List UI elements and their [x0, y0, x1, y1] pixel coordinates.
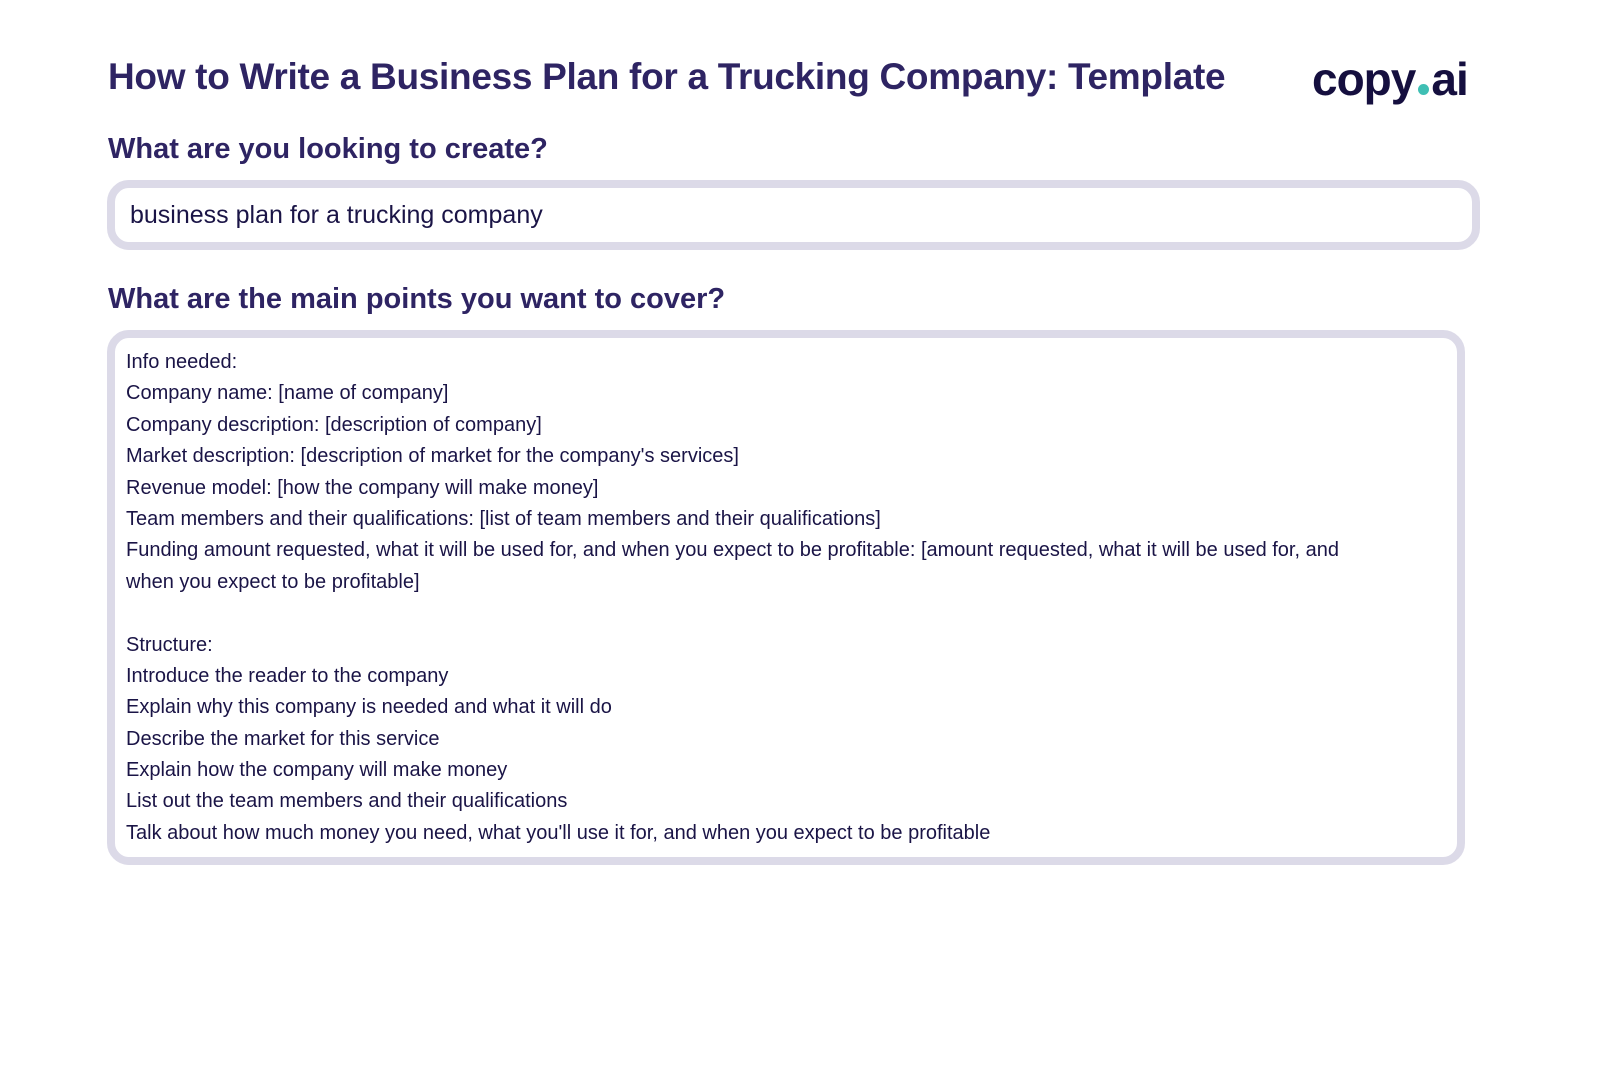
logo-text-right: ai [1431, 53, 1468, 105]
text-line: Company name: [name of company] [126, 382, 449, 405]
text-line: Introduce the reader to the company [126, 664, 449, 687]
text-line: Explain why this company is needed and what it will do [126, 696, 612, 719]
text-line: Talk about how much money you need, what you'll use it for, and when you expect to be profitable [126, 821, 991, 844]
logo-dot [1418, 84, 1429, 95]
main-points-question-label: What are the main points you want to cover? [108, 283, 726, 315]
create-question-label: What are you looking to create? [108, 133, 548, 165]
logo-text-left: copy [1312, 53, 1416, 105]
text-line: Revenue model: [how the company will make money] [126, 476, 599, 499]
text-line: Market description: [description of market for the company's services] [126, 445, 739, 468]
text-line: Funding amount requested, what it will be used for, and when you expect to be profitable: [amount requested, what it will be used for, and [126, 539, 1339, 562]
main-points-textarea[interactable] [107, 330, 1465, 865]
text-line [126, 598, 1339, 629]
text-line: Info needed: [126, 351, 238, 373]
create-input[interactable]: business plan for a trucking company [107, 180, 1480, 250]
copy-ai-logo [1312, 52, 1468, 106]
page-title: How to Write a Business Plan for a Trucking Company: Template [108, 56, 1226, 97]
text-line: Company description: [description of company] [126, 413, 542, 436]
text-line: Explain how the company will make money [126, 759, 508, 782]
text-line: Structure: [126, 633, 213, 656]
main-points-text [126, 347, 1339, 849]
text-line: Describe the market for this service [126, 727, 440, 750]
text-line: when you expect to be profitable] [126, 570, 420, 593]
text-line: Team members and their qualifications: [list of team members and their qualifications] [126, 507, 881, 530]
text-line: List out the team members and their qualifications [126, 790, 568, 813]
